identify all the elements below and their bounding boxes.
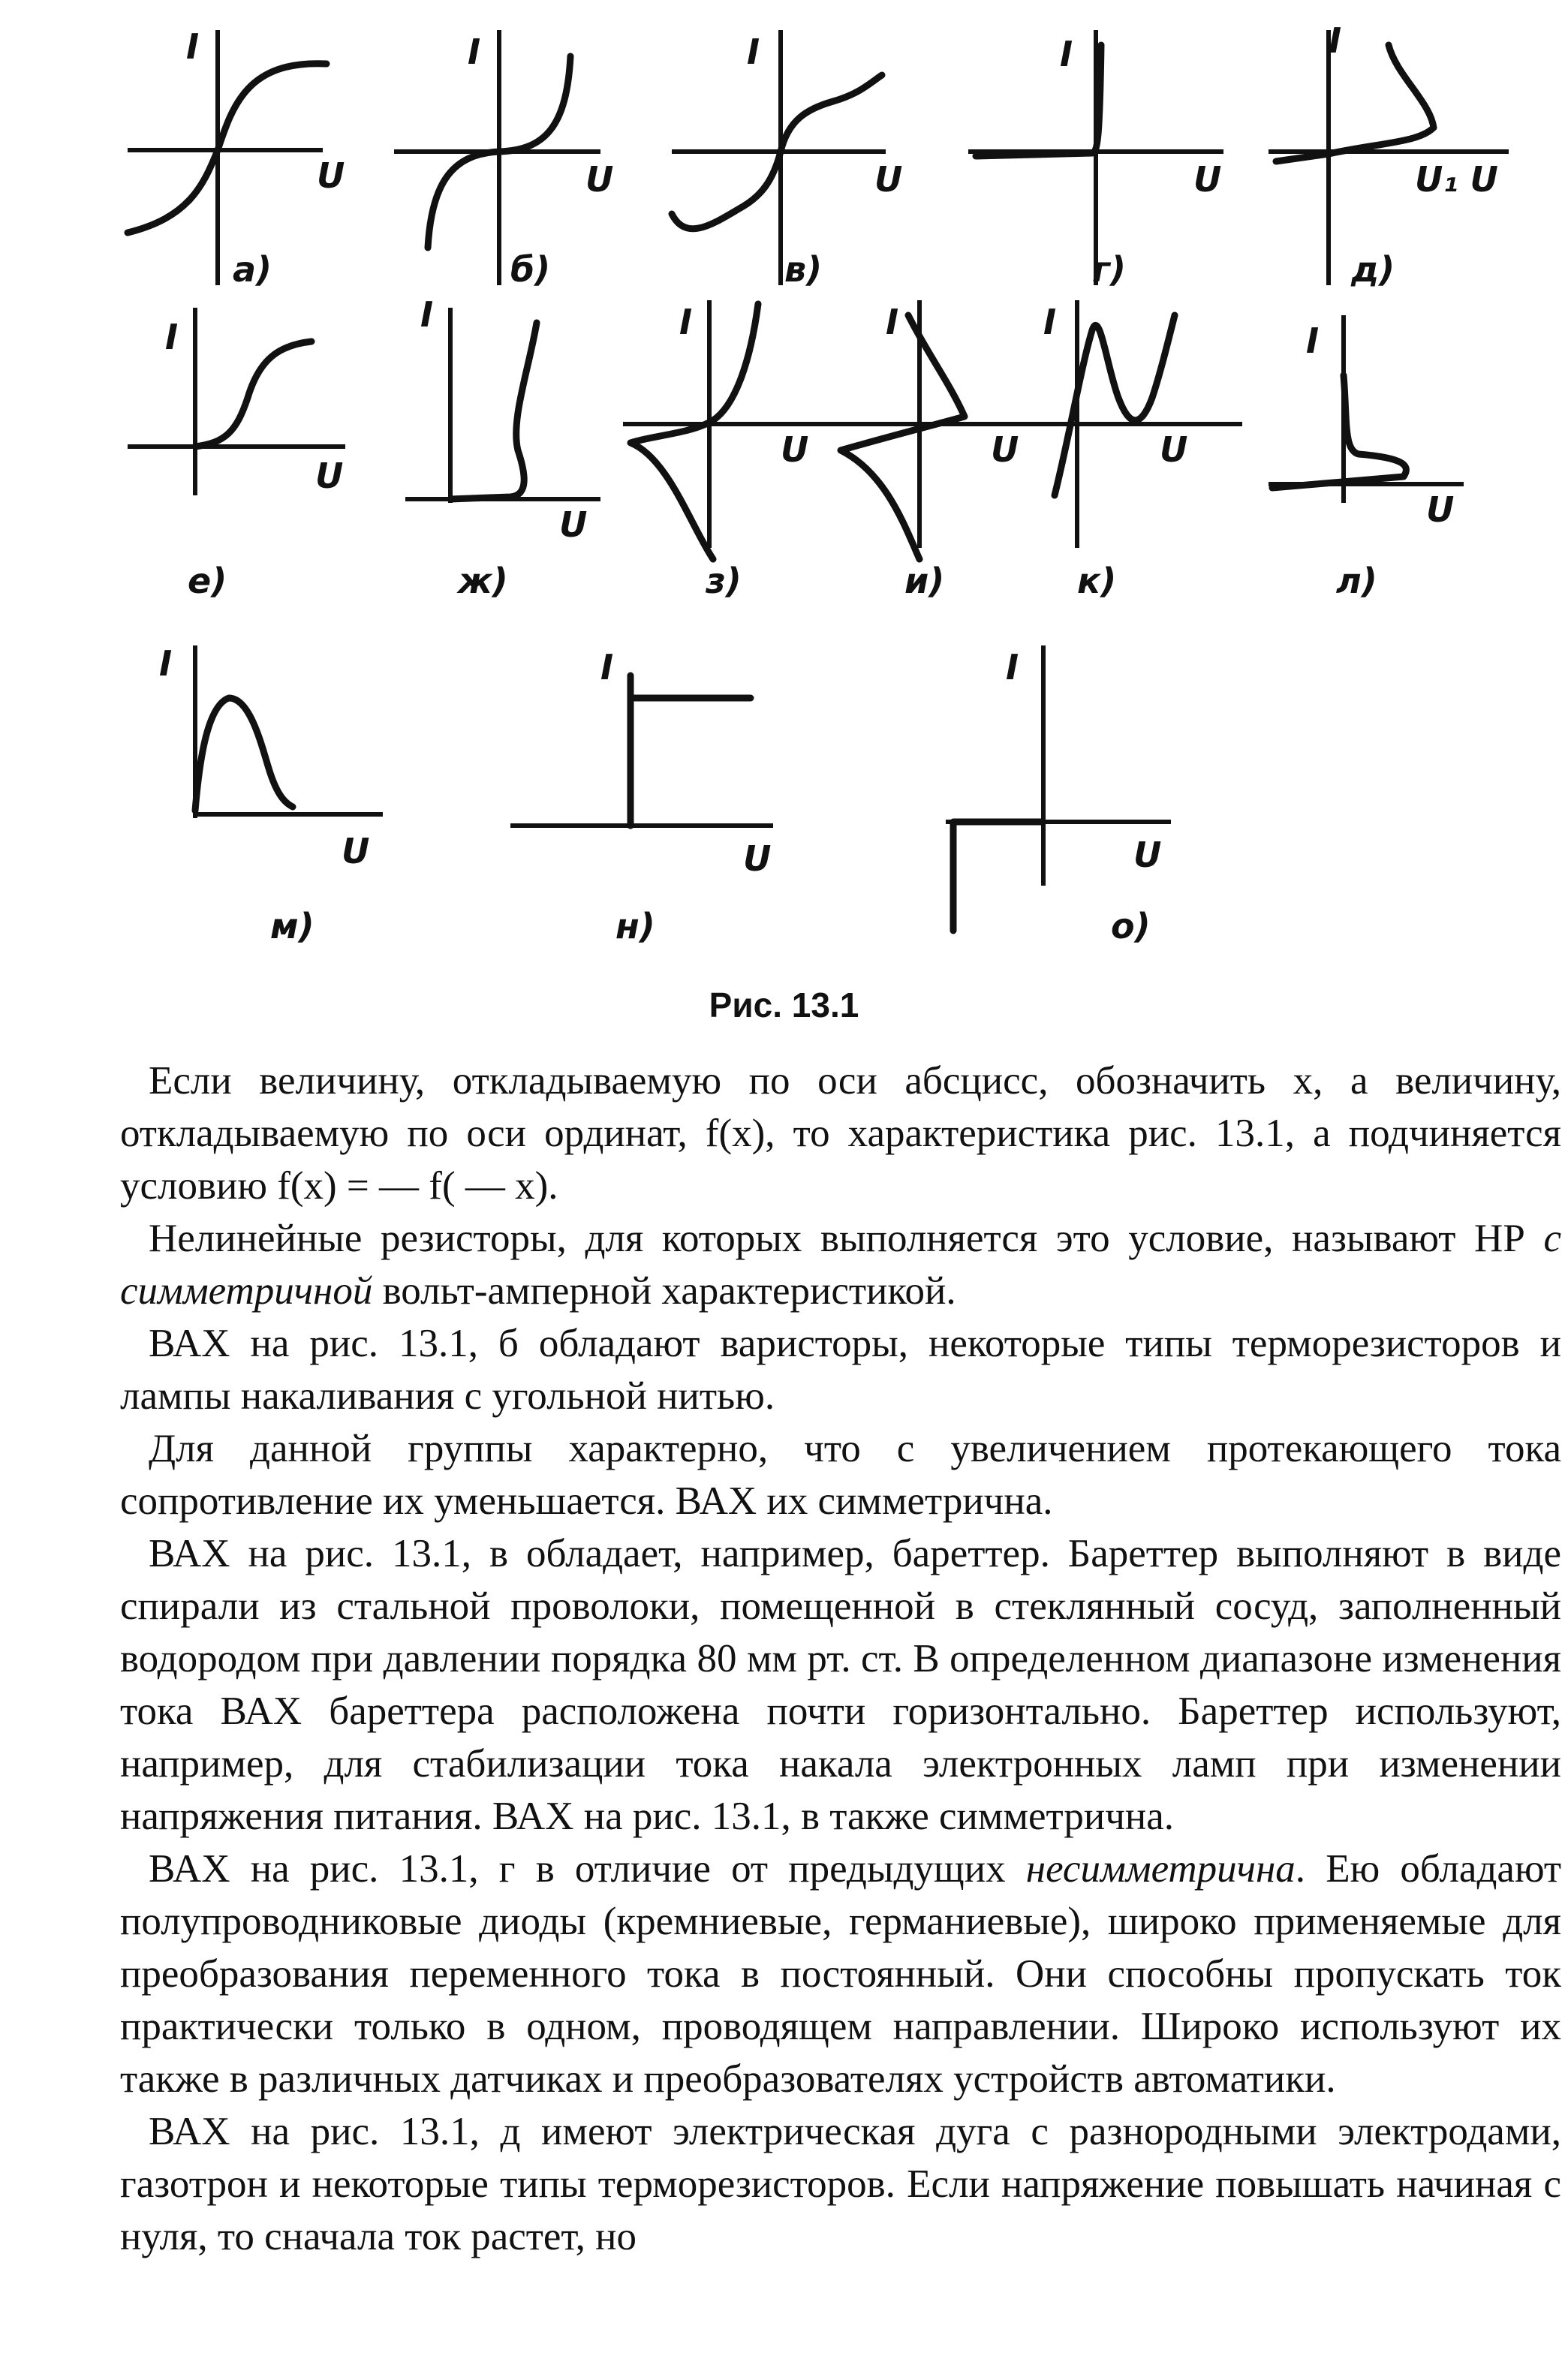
panel-label: г) bbox=[1092, 249, 1127, 290]
panel-k-plot bbox=[1036, 300, 1269, 600]
axis-i-label: I bbox=[1306, 320, 1320, 361]
panel-z-plot bbox=[623, 300, 848, 600]
axis-u-label: U bbox=[874, 159, 903, 200]
paragraph: ВАХ на рис. 13.1, д имеют электрическая дуга с разнородными электродами, газотрон и некоторые типы терморезисторов. Если напряжение повышать начиная с нуля, то сначала ток растет, но bbox=[120, 2110, 1561, 2258]
figure-caption: Рис. 13.1 bbox=[709, 985, 859, 1025]
paragraph: Для данной группы характерно, что с увеличением протекающего тока сопротивление их уменьшается. ВАХ их симметрична. bbox=[120, 1427, 1561, 1523]
paragraph: ВАХ на рис. 13.1, в обладает, например, бареттер. Бареттер выполняют в виде спирали из стальной проволоки, помещенной в стеклянный сосуд, заполненный водородом при давлении порядка 80 мм рт. ст. В определенном диапазоне изменения тока ВАХ бареттера расположена почти горизонтально. Бареттер используют, например, для стабилизации тока накала электронных ламп при изменении напряжения питания. ВАХ на рис. 13.1, в также симметрична. bbox=[120, 1532, 1561, 1838]
vax-curve bbox=[195, 342, 311, 447]
panel-e bbox=[128, 308, 368, 604]
axis-u-label: U bbox=[1426, 489, 1455, 530]
vax-curve bbox=[976, 45, 1101, 156]
panel-zh bbox=[405, 294, 631, 604]
panel-l-plot bbox=[1269, 308, 1516, 600]
axis-i-label: I bbox=[600, 647, 614, 688]
panel-n bbox=[510, 645, 811, 957]
axis-u-label: U bbox=[781, 429, 809, 470]
axis-i-label: I bbox=[1043, 302, 1057, 342]
paragraph: ВАХ на рис. 13.1, б обладают варисторы, некоторые типы терморезисторов и лампы накаливания с угольной нитью. bbox=[120, 1322, 1561, 1418]
panel-label: л) bbox=[1336, 561, 1377, 601]
panel-o bbox=[923, 645, 1208, 957]
paragraph: Если величину, откладываемую по оси абсцисс, обозначить x, а величину, откладываемую по оси ординат, f(x), то характеристика рис. 13.1, а подчиняется условию f(x) = — f( — x). bbox=[120, 1059, 1561, 1208]
axis-i-label: I bbox=[186, 26, 200, 67]
panel-m bbox=[158, 645, 405, 957]
panel-i-plot bbox=[833, 300, 1051, 600]
body-text bbox=[120, 1055, 1561, 2263]
vax-curve bbox=[1055, 315, 1175, 495]
panel-label: б) bbox=[510, 249, 551, 290]
vax-curve bbox=[631, 698, 751, 826]
axis-u-label: U₁ U bbox=[1415, 159, 1498, 200]
axis-u-label: U bbox=[342, 831, 370, 871]
panel-b-plot bbox=[394, 30, 619, 300]
axis-i-label: I bbox=[1060, 34, 1073, 74]
axis-u-label: U bbox=[743, 838, 772, 879]
axis-i-label: I bbox=[886, 302, 899, 342]
panel-g-plot bbox=[968, 30, 1238, 300]
axis-i-label: I bbox=[159, 643, 173, 684]
vax-curve bbox=[450, 323, 537, 499]
axis-i-label: I bbox=[679, 302, 693, 342]
panel-label: о) bbox=[1111, 906, 1151, 946]
axis-i-label: I bbox=[165, 317, 179, 357]
panel-a bbox=[120, 26, 345, 304]
paragraph bbox=[120, 1843, 1561, 2105]
panel-k bbox=[1036, 300, 1269, 604]
panel-label: н) bbox=[615, 906, 655, 946]
panel-label: е) bbox=[188, 561, 227, 601]
panel-label: и) bbox=[904, 561, 945, 601]
panel-o-plot bbox=[923, 645, 1208, 953]
panel-z bbox=[623, 300, 848, 604]
panel-v-plot bbox=[661, 30, 908, 300]
text-run: Нелинейные резисторы, для которых выполняется это условие, называют НР bbox=[149, 1217, 1544, 1260]
vax-curve bbox=[841, 315, 965, 559]
panel-i bbox=[833, 300, 1051, 604]
panel-zh-plot bbox=[405, 294, 631, 601]
text-run: . Ею обладают полупроводниковые диоды (кремниевые, германиевые), широко применяемые для преобразования переменного тока в постоянный. Они способны пропускать ток практически только в одном, проводящем направлении. Широко используют их также в различных датчиках и преобразователях устройств автоматики. bbox=[120, 1847, 1561, 2101]
axis-u-label: U bbox=[315, 456, 344, 496]
axis-i-label: I bbox=[747, 32, 760, 72]
panel-n-plot bbox=[510, 645, 811, 953]
axis-u-label: U bbox=[559, 504, 588, 545]
vax-curve bbox=[1276, 45, 1434, 161]
axis-u-label: U bbox=[585, 159, 614, 200]
axis-u-label: U bbox=[1193, 159, 1222, 200]
panel-label: д) bbox=[1351, 249, 1395, 290]
panel-label: в) bbox=[784, 249, 823, 290]
paragraph bbox=[120, 1212, 1561, 1317]
axis-i-label: I bbox=[1006, 647, 1019, 688]
panel-m-plot bbox=[158, 645, 405, 953]
figure-13-1 bbox=[0, 0, 1568, 1036]
emphasis: с симметричной bbox=[120, 1217, 1561, 1313]
panel-label: з) bbox=[706, 561, 742, 601]
axis-i-label: I bbox=[468, 32, 481, 72]
panel-d-plot bbox=[1269, 20, 1561, 300]
panel-e-plot bbox=[128, 308, 368, 600]
axis-u-label: U bbox=[1160, 429, 1188, 470]
panel-d bbox=[1269, 20, 1561, 304]
panel-a-plot bbox=[120, 26, 345, 300]
axis-u-label: U bbox=[991, 429, 1019, 470]
panel-label: м) bbox=[270, 906, 315, 946]
axis-u-label: U bbox=[1133, 835, 1162, 875]
text-run: вольт-амперной характеристикой. bbox=[372, 1269, 956, 1313]
emphasis: несимметрична bbox=[1025, 1847, 1296, 1891]
text-run: ВАХ на рис. 13.1, г в отличие от предыдущих bbox=[149, 1847, 1026, 1891]
vax-curve bbox=[953, 822, 1043, 931]
vax-curve bbox=[631, 304, 758, 559]
panel-l bbox=[1269, 308, 1516, 604]
panel-v bbox=[661, 30, 908, 304]
vax-curve bbox=[195, 698, 293, 811]
panel-g bbox=[968, 30, 1238, 304]
axis-i-label: I bbox=[1329, 20, 1342, 61]
axis-i-label: I bbox=[420, 294, 434, 335]
vax-curve bbox=[1272, 375, 1406, 488]
panel-label: ж) bbox=[458, 561, 508, 601]
axis-u-label: U bbox=[317, 155, 345, 196]
panel-b bbox=[394, 30, 619, 304]
panel-label: к) bbox=[1077, 561, 1117, 601]
panel-label: а) bbox=[233, 249, 272, 290]
